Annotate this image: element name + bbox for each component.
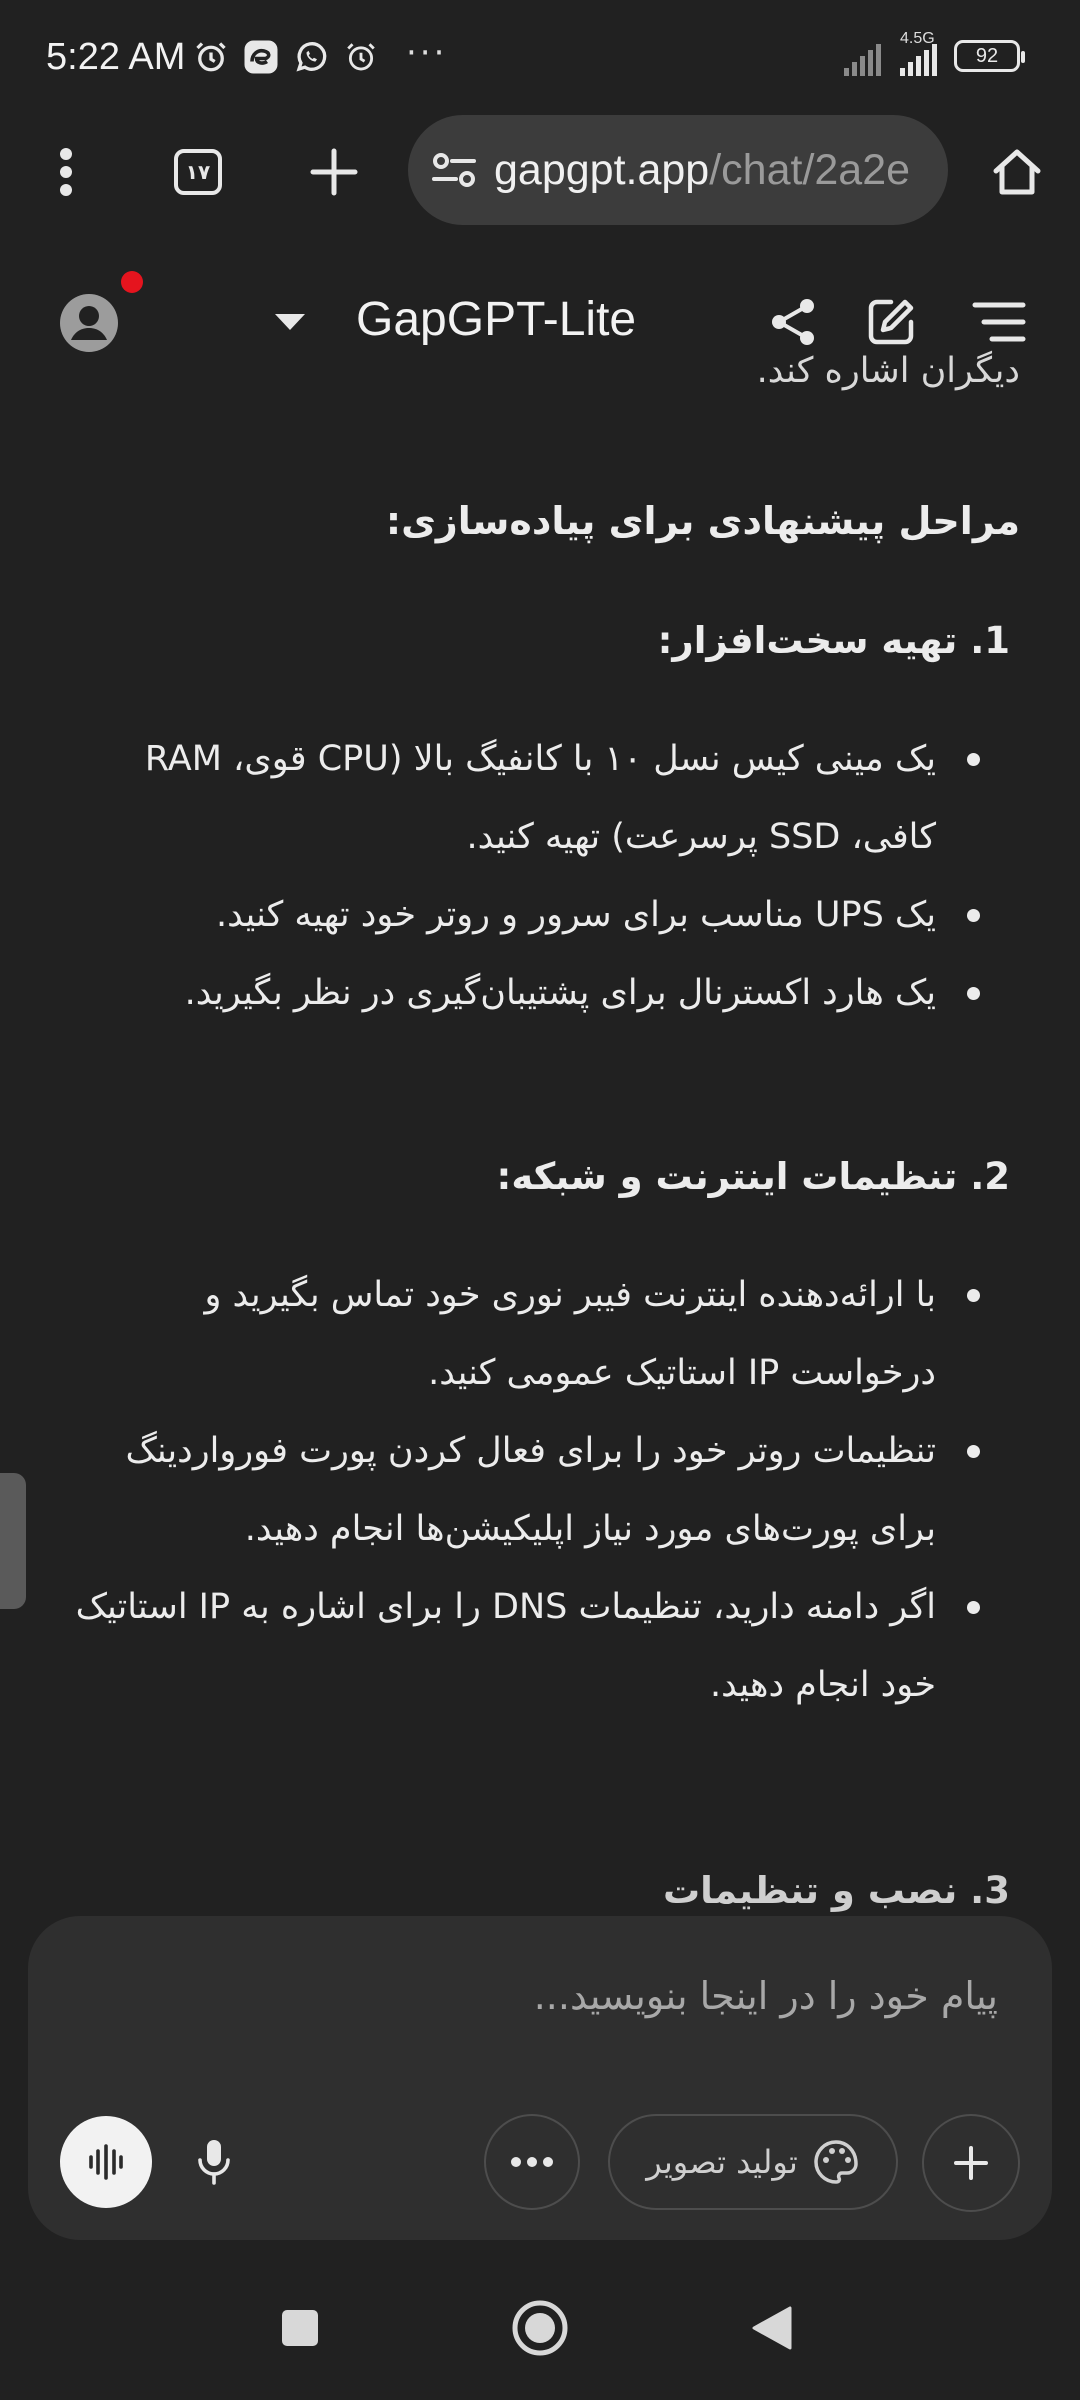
list-item: اگر دامنه دارید، تنظیمات DNS را برای اشاره به IP استاتیک خود انجام دهید. — [60, 1568, 980, 1724]
chevron-down-icon — [273, 312, 307, 332]
recents-button[interactable] — [260, 2256, 340, 2400]
microphone-icon — [192, 2138, 236, 2186]
palette-icon — [812, 2138, 860, 2186]
step-title — [658, 602, 1010, 680]
step-title-text: تهیه سخت‌افزار: — [657, 619, 958, 662]
system-nav-bar — [0, 2256, 1080, 2400]
battery-icon — [954, 40, 1020, 72]
account-avatar-button[interactable] — [58, 292, 120, 354]
status-bar — [0, 0, 1080, 118]
notification-icons — [192, 33, 448, 76]
site-settings-icon[interactable] — [432, 150, 476, 190]
step-number: 1. — [970, 619, 1010, 662]
step-title-text: تنظیمات اینترنت و شبکه: — [496, 1155, 958, 1198]
list-item: یک هارد اکسترنال برای پشتیبان‌گیری در نظر بگیرید. — [60, 954, 980, 1032]
edge-icon — [242, 38, 280, 76]
message-composer — [28, 1916, 1052, 2240]
square-icon — [280, 2308, 320, 2348]
browser-toolbar — [0, 112, 1080, 232]
home-icon — [990, 145, 1044, 199]
waveform-icon — [86, 2142, 126, 2182]
image-generation-button[interactable] — [608, 2114, 898, 2210]
attach-button[interactable] — [922, 2114, 1020, 2212]
more-horizontal-icon — [510, 2156, 554, 2168]
battery-level: 92 — [975, 44, 999, 67]
model-name[interactable]: GapGPT-Lite — [356, 293, 637, 346]
home-nav-button[interactable] — [500, 2256, 580, 2400]
account-icon — [58, 292, 120, 354]
assistant-message — [60, 351, 1020, 1912]
step-title: 3. نصب و تنظیمات — [663, 1869, 1010, 1912]
tab-count: ۱۷ — [174, 149, 222, 195]
microphone-button[interactable] — [192, 2138, 236, 2186]
status-time: 5:22 AM — [46, 36, 186, 78]
new-tab-button[interactable] — [302, 112, 366, 232]
url-bar[interactable] — [408, 115, 948, 225]
more-dots-icon: ··· — [406, 33, 448, 73]
list-item: یک مینی کیس نسل ۱۰ با کانفیگ بالا (CPU قوی، RAM کافی، SSD پرسرعت) تهیه کنید. — [60, 720, 980, 876]
scrollbar-thumb[interactable] — [0, 1473, 26, 1609]
tab-switcher-button[interactable] — [166, 112, 230, 232]
voice-mode-button[interactable] — [60, 2116, 152, 2208]
kebab-menu-icon — [58, 146, 74, 198]
home-button[interactable] — [982, 112, 1052, 232]
browser-menu-button[interactable] — [30, 112, 102, 232]
alarm-icon — [192, 38, 230, 76]
image-generation-label: تولید تصویر — [646, 2143, 798, 2181]
step-number: 2. — [970, 1155, 1010, 1198]
back-button[interactable] — [732, 2256, 812, 2400]
plus-icon — [951, 2143, 991, 2183]
url-host: gapgpt.app — [494, 145, 710, 194]
more-options-button[interactable] — [484, 2114, 580, 2210]
list-item: یک UPS مناسب برای سرور و روتر خود تهیه کنید. — [60, 876, 980, 954]
list-item: با ارائه‌دهنده اینترنت فیبر نوری خود تماس بگیرید و درخواست IP استاتیک عمومی کنید. — [60, 1256, 980, 1412]
back-triangle-icon — [750, 2304, 794, 2352]
notification-dot — [121, 271, 143, 293]
alarm-icon — [342, 38, 380, 76]
circle-home-icon — [511, 2299, 569, 2357]
message-text: دیگران اشاره کند. — [756, 351, 1020, 391]
plus-icon — [309, 147, 359, 197]
model-dropdown-button[interactable] — [264, 262, 316, 382]
section-heading: مراحل پیشنهادی برای پیاده‌سازی: — [385, 499, 1020, 543]
bullet-list — [60, 720, 980, 1032]
url-path: /chat/2a2e — [709, 145, 911, 194]
list-item: تنظیمات روتر خود را برای فعال کردن پورت فورواردینگ برای پورت‌های مورد نیاز اپلیکیشن‌ها انجام دهید. — [60, 1412, 980, 1568]
step-title — [497, 1138, 1010, 1216]
bullet-list — [60, 1256, 980, 1724]
url-text — [494, 146, 910, 195]
message-input[interactable]: پیام خود را در اینجا بنویسید... — [533, 1974, 998, 2018]
signal-icon — [844, 30, 942, 78]
whatsapp-icon — [292, 38, 330, 76]
network-type: 4.5G — [900, 30, 935, 47]
